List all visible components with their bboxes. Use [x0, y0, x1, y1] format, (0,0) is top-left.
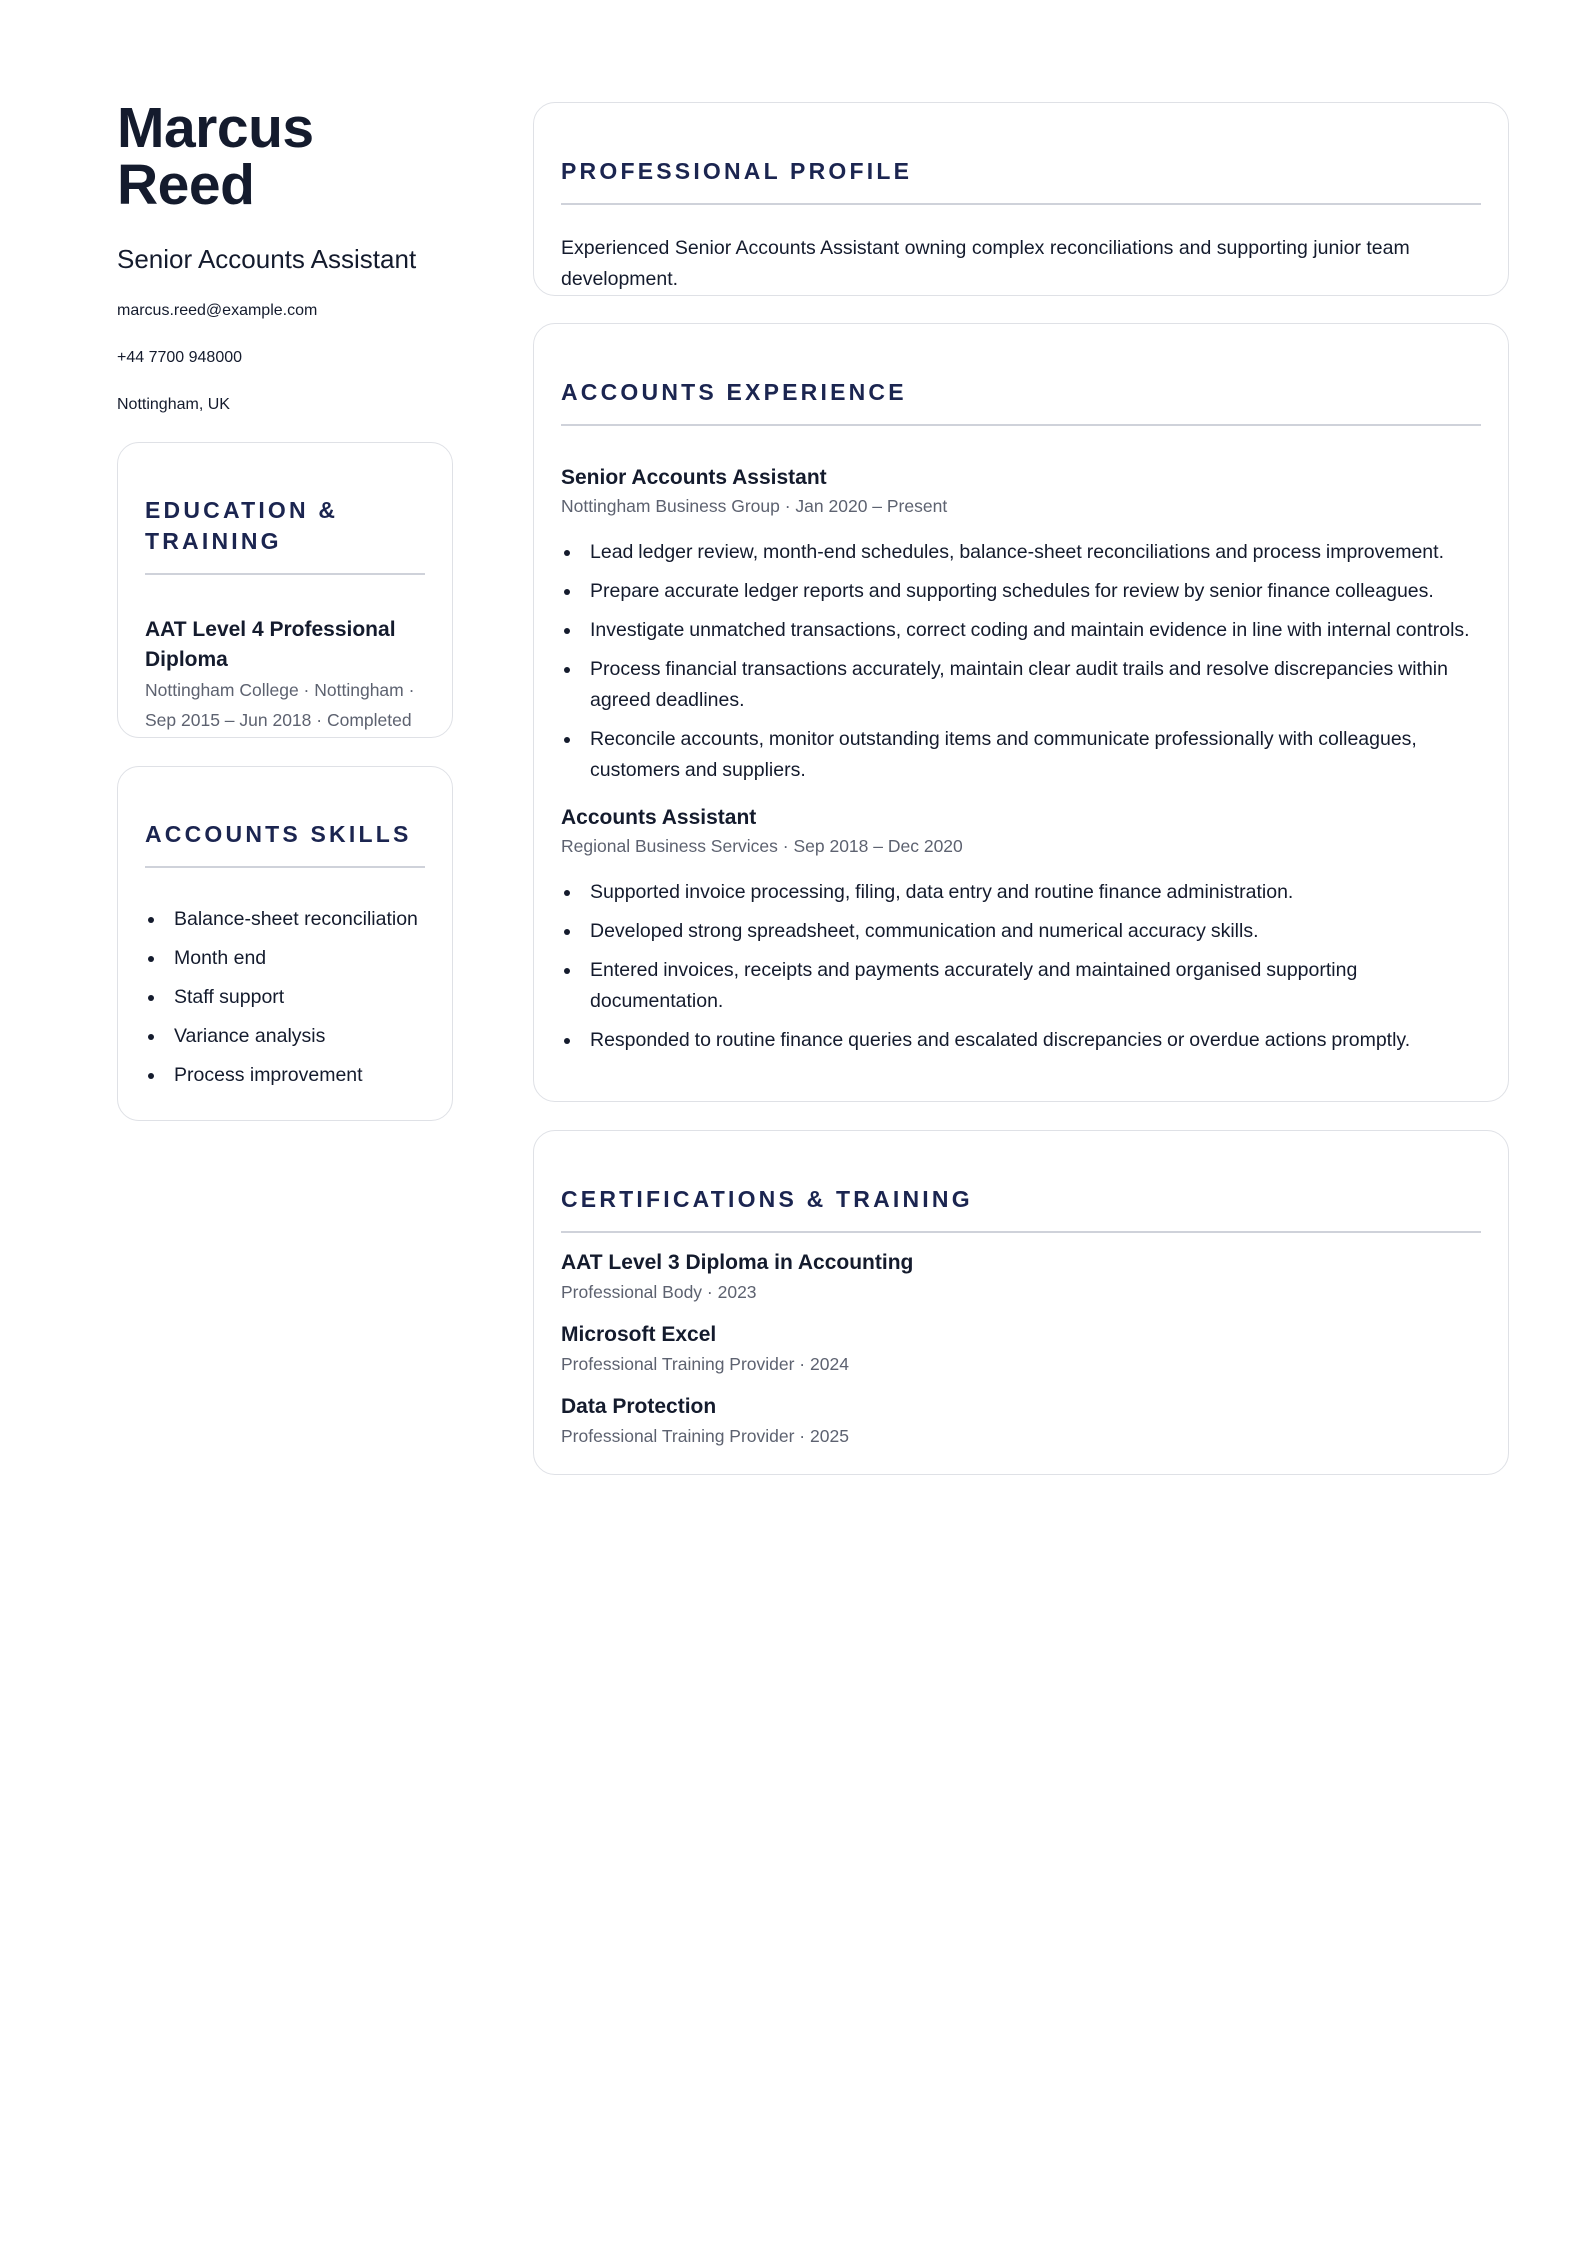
profile-card	[533, 102, 1509, 296]
section-divider	[561, 1231, 1481, 1233]
profile-summary: Experienced Senior Accounts Assistant owning complex reconciliations and supporting junior team development.	[561, 237, 1410, 290]
certification-entry	[561, 1249, 1481, 1307]
job-bullets	[561, 877, 1481, 1056]
certification-title: Microsoft Excel	[561, 1323, 717, 1346]
certification-meta: Professional Training Provider · 2024	[561, 1354, 849, 1374]
skill-item: Month end	[145, 943, 425, 974]
job-bullet: Developed strong spreadsheet, communication and numerical accuracy skills.	[561, 916, 1481, 947]
job-bullet: Reconcile accounts, monitor outstanding items and communicate professionally with colleagues, customers and suppliers.	[561, 724, 1481, 786]
education-card	[117, 442, 453, 738]
experience-card	[533, 323, 1509, 1102]
section-divider	[145, 866, 425, 868]
certifications-section-title: CERTIFICATIONS & TRAINING	[561, 1186, 973, 1212]
skill-item: Variance analysis	[145, 1021, 425, 1052]
certifications-card	[533, 1130, 1509, 1475]
job-entry	[561, 464, 1481, 786]
education-section-title: EDUCATION & TRAINING	[145, 497, 339, 554]
education-degree: AAT Level 4 Professional Diploma	[145, 618, 396, 671]
job-bullet: Prepare accurate ledger reports and supporting schedules for review by senior finance colleagues.	[561, 576, 1481, 607]
skill-item: Balance-sheet reconciliation	[145, 904, 425, 935]
certification-title: AAT Level 3 Diploma in Accounting	[561, 1251, 914, 1274]
certification-entry	[561, 1321, 1481, 1379]
job-bullet: Supported invoice processing, filing, data entry and routine finance administration.	[561, 877, 1481, 908]
skill-item: Staff support	[145, 982, 425, 1013]
job-bullet: Entered invoices, receipts and payments accurately and maintained organised supporting documentation.	[561, 955, 1481, 1017]
job-title: Accounts Assistant	[561, 806, 757, 829]
certification-meta: Professional Body · 2023	[561, 1282, 757, 1302]
skills-card	[117, 766, 453, 1121]
certification-entry	[561, 1393, 1481, 1451]
skill-item: Process improvement	[145, 1060, 425, 1091]
candidate-name: Marcus Reed	[117, 96, 314, 217]
job-bullet: Lead ledger review, month-end schedules, balance-sheet reconciliations and process improvement.	[561, 537, 1481, 568]
certifications-list	[561, 1249, 1481, 1451]
job-meta: Regional Business Services · Sep 2018 – Dec 2020	[561, 836, 963, 856]
job-meta: Nottingham Business Group · Jan 2020 – Present	[561, 496, 948, 516]
job-bullet: Responded to routine finance queries and escalated discrepancies or overdue actions promptly.	[561, 1025, 1481, 1056]
skills-list	[145, 904, 425, 1091]
job-entry	[561, 804, 1481, 1056]
contact-email: marcus.reed@example.com	[117, 302, 318, 320]
candidate-headline: Senior Accounts Assistant	[117, 244, 417, 274]
profile-section-title: PROFESSIONAL PROFILE	[561, 158, 913, 184]
job-bullet: Process financial transactions accurately, maintain clear audit trails and resolve discrepancies within agreed deadlines.	[561, 654, 1481, 716]
job-bullet: Investigate unmatched transactions, correct coding and maintain evidence in line with internal controls.	[561, 615, 1481, 646]
contact-phone: +44 7700 948000	[117, 349, 243, 367]
contact-info	[117, 301, 453, 415]
section-divider	[145, 573, 425, 575]
section-divider	[561, 203, 1481, 205]
contact-location: Nottingham, UK	[117, 396, 230, 414]
education-meta: Nottingham College · Nottingham · Sep 2015 – Jun 2018 · Completed	[145, 680, 415, 730]
skills-section-title: ACCOUNTS SKILLS	[145, 821, 412, 847]
job-title: Senior Accounts Assistant	[561, 466, 827, 489]
experience-section-title: ACCOUNTS EXPERIENCE	[561, 379, 907, 405]
section-divider	[561, 424, 1481, 426]
certification-meta: Professional Training Provider · 2025	[561, 1426, 849, 1446]
header	[117, 96, 453, 442]
job-bullets	[561, 537, 1481, 786]
certification-title: Data Protection	[561, 1395, 717, 1418]
